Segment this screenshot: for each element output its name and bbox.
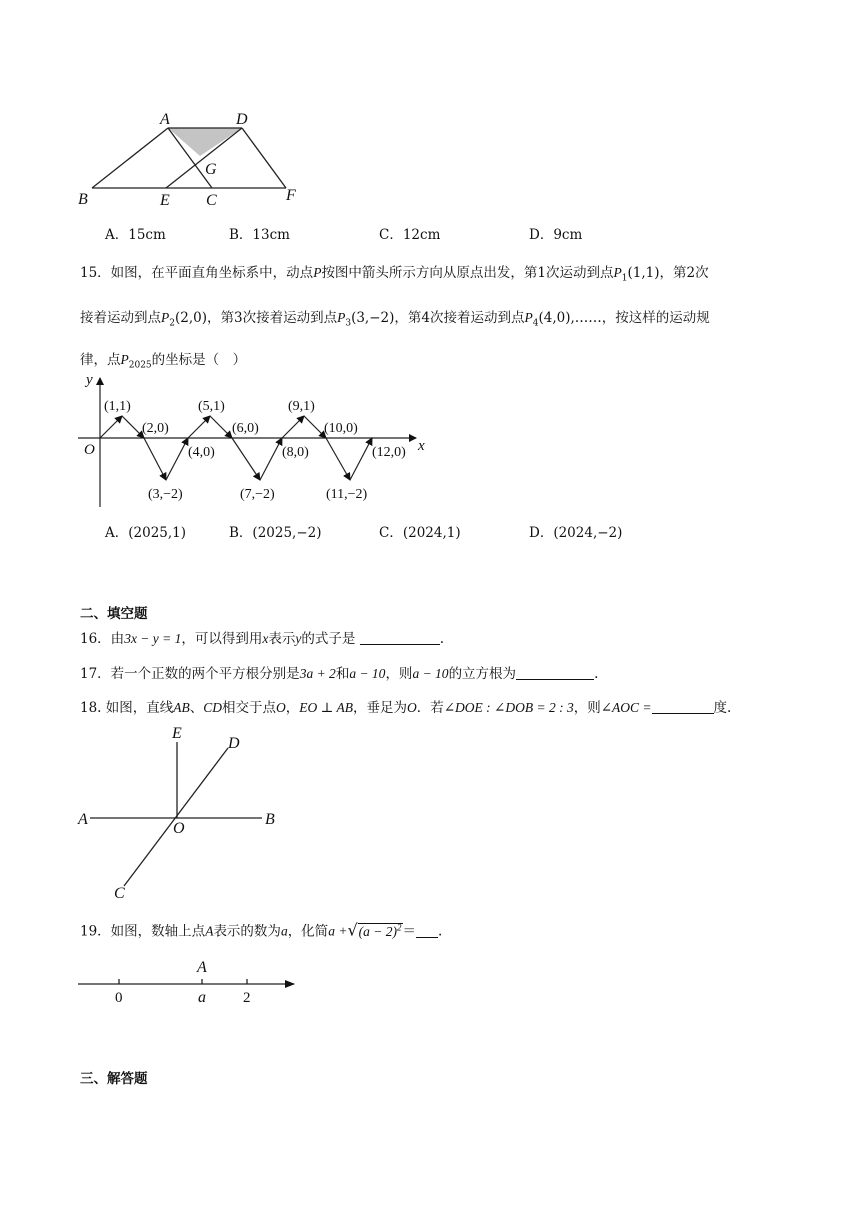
- q14-label-E: E: [160, 192, 170, 209]
- q15-seg-2: [122, 416, 144, 438]
- q18-label-E: E: [172, 725, 182, 742]
- q14-label-A: A: [160, 111, 170, 128]
- q18-label-B: B: [265, 811, 275, 828]
- q18-label-O: O: [173, 820, 185, 837]
- q18-line-CD: [124, 748, 228, 886]
- q15-seg-8: [260, 438, 282, 480]
- q15-point-1: (1,1): [104, 399, 131, 414]
- q15-point-8: (8,0): [282, 445, 309, 460]
- q18-answer-blank[interactable]: [652, 699, 714, 714]
- q18-label-D: D: [228, 735, 240, 752]
- q14-line-DF: [242, 128, 286, 188]
- q15-line-3: 律，点$P_{2025}$的坐标是（ ）: [80, 352, 247, 371]
- q15-axis-y-label: y: [86, 372, 93, 388]
- section-2-heading: 二、填空题: [80, 606, 148, 622]
- q19-label-a: a: [198, 989, 206, 1006]
- q15-point-2: (2,0): [142, 421, 169, 436]
- q15-point-9: (9,1): [288, 399, 315, 414]
- q19-label-2: 2: [243, 990, 251, 1006]
- q15-point-11: (11,−2): [326, 487, 368, 502]
- q15-line-2: 接着运动到点$P_2(2,0)$，第3次接着运动到点$P_3(3,-2)$，第4次接着运动到点$P_4(4,0),\dots\dots$，按这样的运动规: [80, 310, 710, 329]
- q15-seg-1: [100, 416, 122, 438]
- q19-number-line: [76, 958, 306, 1008]
- q15-seg-10: [304, 416, 326, 438]
- q14-label-D: D: [236, 111, 248, 128]
- q17-text: 17．若一个正数的两个平方根分别是3a + 2和a − 10，则a − 10的立方根为 .: [80, 666, 599, 682]
- q17-answer-blank[interactable]: [516, 665, 594, 680]
- q14-label-G: G: [205, 161, 217, 178]
- q15-coordinate-figure: [78, 372, 438, 512]
- q15-option-d[interactable]: D．(2024,−2): [529, 525, 623, 541]
- q15-seg-4: [166, 438, 188, 480]
- q14-shaded-triangle: [168, 128, 242, 156]
- q14-option-d[interactable]: D．9cm: [529, 227, 583, 243]
- q19-point-A-label: A: [197, 959, 207, 976]
- q15-point-5: (5,1): [198, 399, 225, 414]
- q19-sqrt-symbol: √: [347, 920, 358, 940]
- q19-answer-blank[interactable]: [416, 923, 438, 938]
- q19-label-0: 0: [115, 990, 123, 1006]
- q15-seg-11: [326, 438, 350, 480]
- q14-figure: [70, 106, 310, 211]
- q14-label-F: F: [286, 187, 296, 204]
- q15-option-a[interactable]: A．(2025,1): [105, 525, 187, 541]
- q16-answer-blank[interactable]: [360, 630, 440, 645]
- q15-seg-7: [232, 438, 260, 480]
- q18-label-A: A: [78, 811, 88, 828]
- q16-text: 16．由3x − y = 1，可以得到用x表示y的式子是 .: [80, 631, 444, 647]
- q14-label-C: C: [206, 192, 217, 209]
- q18-figure: [74, 722, 294, 902]
- q15-point-4: (4,0): [188, 445, 215, 460]
- q15-seg-6: [210, 416, 232, 438]
- q15-seg-9: [282, 416, 304, 438]
- q14-line-BA: [92, 128, 168, 188]
- q15-option-b[interactable]: B．(2025,−2): [229, 525, 322, 541]
- q14-option-c[interactable]: C．12cm: [379, 227, 441, 243]
- section-3-heading: 三、解答题: [80, 1071, 148, 1087]
- q15-point-10: (10,0): [324, 421, 358, 436]
- q18-label-C: C: [114, 885, 125, 902]
- q15-point-6: (6,0): [232, 421, 259, 436]
- q15-origin-label: O: [84, 442, 95, 458]
- q15-point-7: (7,−2): [240, 487, 275, 502]
- q19-text: 19．如图，数轴上点A表示的数为a，化简$a +√(a - 2)^2=$ .: [80, 920, 443, 940]
- q15-point-12: (12,0): [372, 445, 406, 460]
- q14-option-a[interactable]: A．15cm: [105, 227, 166, 243]
- q14-option-b[interactable]: B．13cm: [229, 227, 290, 243]
- q15-seg-12: [350, 438, 372, 480]
- q15-point-3: (3,−2): [148, 487, 183, 502]
- q18-text: 18. 如图，直线AB、CD相交于点O，EO ⊥ AB，垂足为O．若∠DOE : ∠DOB = 2 : 3，则∠AOC = 度.: [80, 700, 732, 716]
- q15-seg-5: [188, 416, 210, 438]
- q14-label-B: B: [78, 191, 88, 208]
- q15-seg-3: [144, 438, 166, 480]
- q19-radicand: $(a - 2)^2$: [358, 922, 402, 939]
- q15-line-1: 15．如图，在平面直角坐标系中，动点P按图中箭头所示方向从原点出发，第1次运动到点$P_1(1,1)$，第2次: [80, 265, 709, 284]
- q15-axis-x-label: x: [418, 438, 425, 454]
- q15-option-c[interactable]: C．(2024,1): [379, 525, 461, 541]
